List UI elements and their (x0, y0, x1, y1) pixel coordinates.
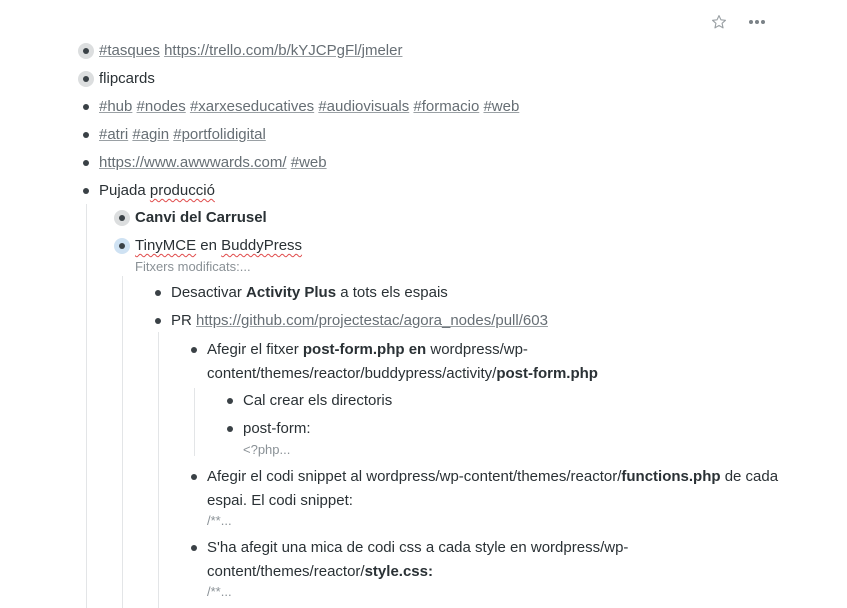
hashtag[interactable]: #xarxeseducatives (189, 98, 315, 115)
item-text: Cal crear els directoris (243, 392, 393, 409)
hashtag[interactable]: #nodes (136, 98, 186, 115)
item-text: Pujada (99, 182, 150, 199)
collapsed-bullet-icon[interactable] (114, 238, 130, 254)
item-text: S'ha afegit una mica de codi css a cada style en wordpress/wp- (207, 539, 629, 556)
item-text: de cada (720, 468, 779, 485)
indent-guide (158, 332, 159, 608)
item-text-misspelled: BuddyPress (221, 237, 303, 254)
item-text: PR (171, 312, 197, 329)
star-icon[interactable] (709, 12, 729, 32)
hashtag[interactable]: #portfolidigital (173, 126, 266, 143)
item-text: wordpress/wp- (426, 341, 528, 358)
bullet-icon[interactable] (83, 132, 89, 138)
item-text: flipcards (99, 70, 155, 87)
list-item[interactable] (114, 207, 267, 229)
hashtag[interactable]: #web (483, 98, 520, 115)
item-text: en (196, 237, 222, 254)
item-note[interactable]: <?php... (243, 442, 291, 457)
collapsed-bullet-icon[interactable] (78, 43, 94, 59)
list-item[interactable] (186, 465, 778, 513)
collapsed-bullet-icon[interactable] (78, 71, 94, 87)
item-note[interactable]: /**... (207, 584, 232, 599)
item-text: espai. El codi snippet: (207, 492, 353, 509)
bullet-icon[interactable] (155, 318, 161, 324)
url-link[interactable]: https://www.awwwards.com/ (99, 154, 287, 171)
list-item[interactable] (222, 390, 392, 412)
indent-guide (86, 204, 87, 608)
list-item[interactable] (114, 235, 302, 257)
item-text: Afegir el codi snippet al wordpress/wp-content/themes/reactor/ (207, 468, 622, 485)
item-text-misspelled: producció (149, 182, 215, 199)
item-text: content/themes/reactor/buddypress/activity/ (207, 365, 497, 382)
item-text-bold: Activity Plus (246, 284, 337, 301)
hashtag[interactable]: #audiovisuals (318, 98, 410, 115)
list-item[interactable] (78, 180, 215, 202)
bullet-icon[interactable] (191, 474, 197, 480)
item-note[interactable]: /**... (207, 513, 232, 528)
bullet-icon[interactable] (83, 160, 89, 166)
list-item[interactable] (78, 96, 519, 118)
item-text-bold: post-form.php (496, 365, 598, 382)
item-text: Canvi del Carrusel (135, 209, 267, 226)
bullet-icon[interactable] (83, 104, 89, 110)
list-item[interactable] (150, 310, 548, 332)
list-item[interactable] (186, 536, 628, 584)
item-text: post-form: (243, 420, 311, 437)
item-text-misspelled: TinyMCE (135, 237, 197, 254)
hashtag[interactable]: #web (290, 154, 327, 171)
list-item[interactable] (78, 152, 327, 174)
bullet-icon[interactable] (191, 545, 197, 551)
url-link[interactable]: https://github.com/projectestac/agora_nodes/pull/603 (196, 312, 548, 329)
url-link[interactable]: https://trello.com/b/kYJCPgFl/jmeler (164, 42, 403, 59)
top-toolbar (709, 12, 767, 32)
list-item[interactable] (78, 124, 266, 146)
indent-guide (122, 276, 123, 608)
list-item[interactable] (186, 338, 598, 386)
item-note[interactable]: Fitxers modificats:... (135, 259, 251, 274)
indent-guide (194, 388, 195, 456)
item-text: content/themes/reactor/ (207, 563, 365, 580)
item-text-bold: style.css: (364, 563, 433, 580)
bullet-icon[interactable] (83, 188, 89, 194)
bullet-icon[interactable] (191, 347, 197, 353)
hashtag[interactable]: #hub (99, 98, 133, 115)
bullet-icon[interactable] (155, 290, 161, 296)
item-text: Desactivar (171, 284, 247, 301)
hashtag[interactable]: #agin (132, 126, 170, 143)
list-item[interactable] (78, 40, 402, 62)
list-item[interactable] (150, 282, 448, 304)
item-text-bold: post-form.php en (302, 341, 427, 358)
item-text: Afegir el fitxer (207, 341, 303, 358)
hashtag[interactable]: #atri (99, 126, 129, 143)
list-item[interactable] (78, 68, 155, 90)
hashtag[interactable]: #formacio (413, 98, 480, 115)
list-item[interactable] (222, 418, 311, 440)
hashtag[interactable]: #tasques (99, 42, 160, 59)
item-text-bold: functions.php (621, 468, 721, 485)
collapsed-bullet-icon[interactable] (114, 210, 130, 226)
bullet-icon[interactable] (227, 398, 233, 404)
bullet-icon[interactable] (227, 426, 233, 432)
item-text: a tots els espais (336, 284, 448, 301)
more-horizontal-icon[interactable] (747, 12, 767, 32)
